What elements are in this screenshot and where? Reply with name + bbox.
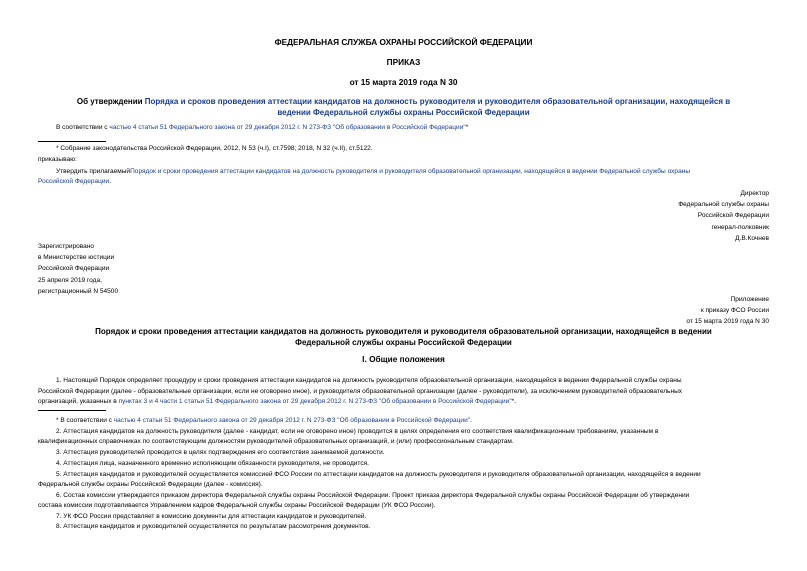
p6-line-2: состава комиссии подготавливается Управлением кадров Федеральной службы охраны Российской Федерации (УК ФСО России).: [38, 502, 436, 509]
order-title-line-2: [15, 107, 792, 117]
p1-line-1: 1. Настоящий Порядок определяет процедуру и сроки проведения аттестации кандидатов на должность руководителя образовательной организации, находящейся в ведении Федеральной службы охраны: [56, 377, 682, 384]
intro-law-link[interactable]: частью 4 статьи 51 Федерального закона от 29 декабря 2012 г. N 273-ФЗ "Об образовании в Российской Федерации": [109, 124, 466, 131]
intro-paragraph: [56, 123, 468, 133]
p1-line-2: Российской Федерации (далее - образовательные организации, если не оговорено иное), и руководителя образовательной организации (далее - руководители), за исключением руководителей образовательных: [38, 388, 683, 395]
footnote2-suffix: .: [470, 417, 472, 424]
registration-line: Зарегистрировано: [38, 243, 95, 250]
annex-title-line-1: Порядок и сроки проведения аттестации кандидатов на должность руководителя и руководителя образовательной организации, находящейся в ведении: [95, 326, 712, 336]
footnote2-link[interactable]: частью 4 статьи 51 Федерального закона от 29 декабря 2012 г. N 273-ФЗ "Об образовании в Российской Федерации": [113, 417, 471, 424]
agency-heading: ФЕДЕРАЛЬНАЯ СЛУЖБА ОХРАНЫ РОССИЙСКОЙ ФЕДЕРАЦИИ: [274, 37, 533, 47]
appendix-line: Приложение: [730, 296, 769, 303]
approve-link[interactable]: Порядок и сроки проведения аттестации кандидатов на должность руководителя и руководителя образовательной организации, находящейся в ведении Федеральной службы охраны: [130, 168, 691, 175]
approve-line-2: [38, 177, 111, 187]
approve-line-1: [56, 167, 690, 177]
approve-text: Утвердить прилагаемый: [56, 168, 131, 175]
footnote-2: [56, 416, 472, 426]
registration-line: регистрационный N 54500: [38, 287, 119, 295]
order-title-prefix: Об утверждении: [76, 96, 145, 106]
appendix-line: от 15 марта 2019 года N 30: [686, 318, 769, 326]
p5-line-1: 5. Аттестация кандидатов и руководителей осуществляется комиссией ФСО России по аттестации кандидатов на должность руководителя и руководителя образовательной организации, находящейся в ведении: [56, 471, 701, 478]
order-title-line-1: [15, 96, 792, 106]
registration-line: 25 апреля 2019 года,: [38, 276, 102, 284]
signature-line: генерал-полковник: [711, 223, 769, 231]
appendix-line: к приказу ФСО России: [700, 307, 769, 315]
order-title-link[interactable]: Порядка и сроков проведения аттестации кандидатов на должность руководителя и руководителя образовательной организации, находящейся в: [144, 96, 731, 106]
footnote-1: * Собрание законодательства Российской Федерации, 2012, N 53 (ч.I), ст.7598; 2018, N 32 (ч.II), ст.5122.: [56, 145, 373, 152]
p1-line3-post: *.: [511, 398, 517, 405]
p2-line-2: квалификационных справочниках по соответствующим должностям руководителей образовательных организаций, и (или) профессиональным стандартам.: [38, 438, 514, 445]
signature-line: Директор: [740, 190, 769, 197]
signature-line: Федеральной службы охраны: [678, 201, 769, 209]
appendix-block: [686, 294, 769, 328]
date-number-heading: от 15 марта 2019 года N 30: [349, 77, 458, 87]
order-title-link-cont[interactable]: ведении Федеральной службы охраны Российской Федерации: [277, 107, 530, 117]
order-word: приказываю:: [38, 156, 77, 163]
approve-suffix: .: [109, 178, 112, 185]
registration-block: [38, 241, 118, 297]
p2-line-1: 2. Аттестация кандидатов на должность руководителя (далее - кандидат, если не оговорено иное) проводится в целях определения его соответствия квалификационным требованиям, указанным в: [56, 428, 659, 435]
intro-footnote-mark: *: [465, 124, 469, 131]
p5-line-2: Федеральной службы охраны Российской Федерации (далее - комиссия).: [38, 481, 263, 488]
footnote-separator-1: [38, 141, 106, 142]
p1-line3-pre: организаций, указанных в: [38, 398, 119, 405]
footnote2-text: * В соответствии с: [56, 417, 114, 424]
p6-line-1: 6. Состав комиссии утверждается приказом директора Федеральной службы охраны Российской Федерации. Проект приказа директора Федеральной службы охраны Российской Федерации об утверждении: [56, 492, 690, 499]
section-title: I. Общие положения: [362, 354, 445, 364]
approve-link-cont[interactable]: Российской Федерации: [38, 178, 110, 185]
registration-line: Российской Федерации: [38, 265, 110, 273]
p8: 8. Аттестация кандидатов и руководителей осуществляется по результатам рассмотрения документов.: [56, 523, 371, 530]
p1-line-3: [38, 397, 516, 407]
p7: 7. УК ФСО России представляет в комиссию документы для аттестации кандидатов и руководителей.: [56, 513, 367, 520]
p3: 3. Аттестация руководителей проводится в целях подтверждения его соответствия занимаемой должности.: [56, 449, 385, 456]
registration-line: в Министерстве юстиции: [38, 254, 115, 262]
p4: 4. Аттестация лица, назначенного временно исполняющим обязанности руководителя, не проводится.: [56, 460, 369, 467]
doc-type-heading: ПРИКАЗ: [386, 57, 421, 67]
signature-line: Российской Федерации: [697, 212, 769, 220]
footnote-separator-2: [38, 410, 106, 411]
annex-title-line-2: Федеральной службы охраны Российской Федерации: [295, 337, 512, 347]
signature-line: Д.В.Кочнев: [735, 234, 769, 242]
intro-text: В соответствии с: [56, 124, 110, 131]
p1-law-link[interactable]: пунктах 3 и 4 части 1 статьи 51 Федерального закона от 29 декабря 2012 г. N 273-ФЗ "Об образовании в Российской Федерации": [118, 398, 512, 405]
signature-block: [678, 188, 769, 244]
